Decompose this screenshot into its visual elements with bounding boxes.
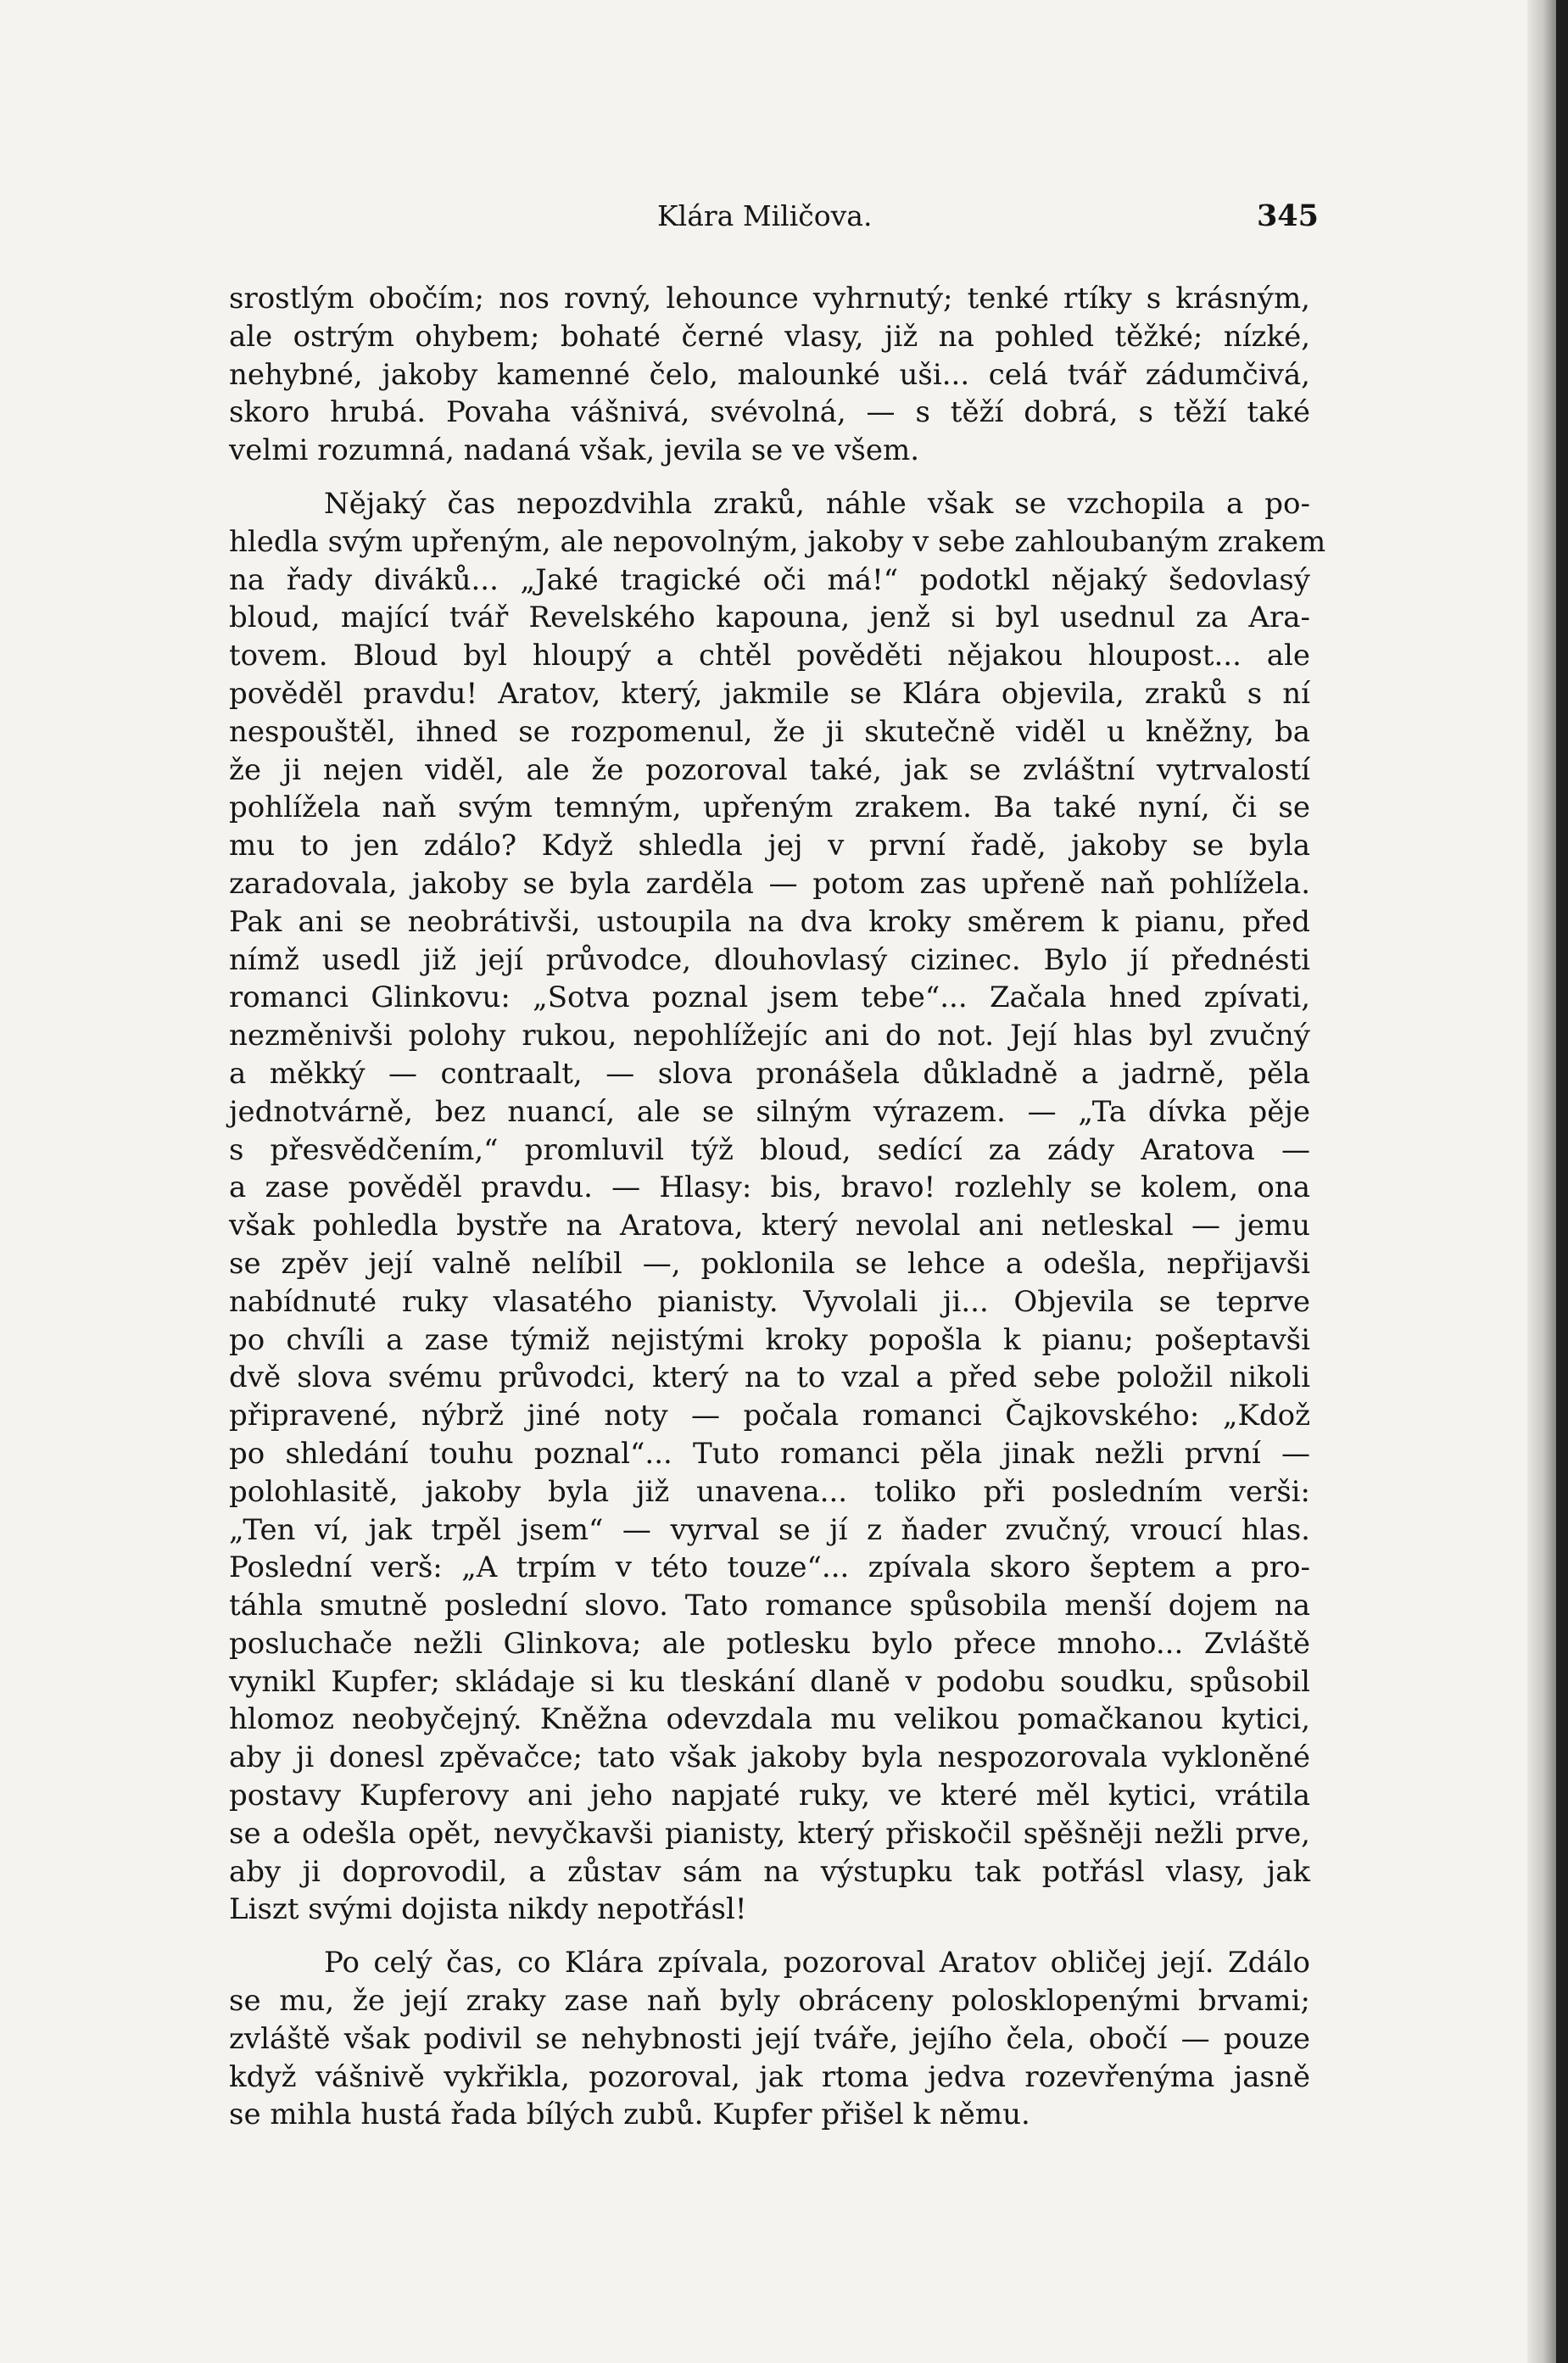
text-line: nezměnivši polohy rukou, nepohlížejíc ani do not. Její hlas byl zvučný: [229, 1019, 1310, 1053]
text-line: aby ji doprovodil, a zůstav sám na výstupku tak potřásl vlasy, jak: [229, 1854, 1310, 1889]
text-line: Liszt svými dojista nikdy nepotřásl!: [229, 1892, 747, 1927]
text-line: skoro hrubá. Povaha vášnivá, svévolná, — s těží dobrá, s těží také: [229, 395, 1310, 430]
text-line: posluchače nežli Glinkova; ale potlesku bylo přece mnoho... Zvláště: [229, 1626, 1310, 1661]
text-line: po shledání touhu poznal“... Tuto romanci pěla jinak nežli první —: [229, 1436, 1310, 1471]
text-line: nímž usedl již její průvodce, dlouhovlasý cizinec. Bylo jí přednésti: [229, 942, 1310, 977]
text-line: Pak ani se neobrátivši, ustoupila na dva kroky směrem k pianu, před: [229, 904, 1310, 939]
text-line: pověděl pravdu! Aratov, který, jakmile se Klára objevila, zraků s ní: [229, 676, 1310, 711]
text-line: bloud, mající tvář Revelského kapouna, jenž si byl usednul za Ara-: [229, 601, 1310, 635]
text-line: se mihla hustá řada bílých zubů. Kupfer přišel k němu.: [229, 2098, 1030, 2132]
text-line: po chvíli a zase týmiž nejistými kroky popošla k pianu; pošeptavši: [229, 1322, 1310, 1357]
text-line: jednotvárně, bez nuancí, ale se silným výrazem. — „Ta dívka pěje: [229, 1094, 1310, 1129]
text-line: však pohledla bystře na Aratova, který nevolal ani netleskal — jemu: [229, 1209, 1310, 1243]
text-line: a měkký — contraalt, — slova pronášela důkladně a jadrně, pěla: [229, 1056, 1310, 1091]
book-page: [229, 191, 1326, 2149]
text-line: postavy Kupferovy ani jeho napjaté ruky, ve které měl kytici, vrátila: [229, 1779, 1310, 1813]
paragraph: [229, 485, 1326, 1929]
text-line: nabídnuté ruky vlasatého pianisty. Vyvolali ji... Objevila se teprve: [229, 1284, 1310, 1319]
text-line: se zpěv její valně nelíbil —, poklonila se lehce a odešla, nepřijavši: [229, 1246, 1310, 1281]
text-line: že ji nejen viděl, ale že pozoroval také, jak se zvláštní vytrvalostí: [229, 752, 1310, 787]
text-line: dvě slova svému průvodci, který na to vzal a před sebe položil nikoli: [229, 1360, 1310, 1395]
text-line: Po celý čas, co Klára zpívala, pozoroval Aratov obličej její. Zdálo: [324, 1946, 1310, 1980]
running-title: Klára Miličova.: [657, 199, 873, 232]
text-line: zaradovala, jakoby se byla zarděla — potom zas upřeně naň pohlížela.: [229, 866, 1310, 901]
text-line: táhla smutně poslední slovo. Tato romance spůsobila menší dojem na: [229, 1589, 1310, 1623]
text-line: když vášnivě vykřikla, pozoroval, jak rtoma jedva rozevřenýma jasně: [229, 2059, 1310, 2094]
text-line: velmi rozumná, nadaná však, jevila se ve všem.: [229, 433, 920, 468]
text-line: ale ostrým ohybem; bohaté černé vlasy, již na pohled těžké; nízké,: [229, 319, 1310, 354]
text-line: pohlížela naň svým temným, upřeným zrakem. Ba také nyní, či se: [229, 790, 1310, 825]
text-line: hledla svým upřeným, ale nepovolným, jakoby v sebe zahloubaným zrakem: [229, 524, 1326, 559]
text-line: nespouštěl, ihned se rozpomenul, že ji skutečně viděl u kněžny, ba: [229, 714, 1310, 749]
text-line: mu to jen zdálo? Když shledla jej v první řadě, jakoby se byla: [229, 829, 1310, 863]
text-line: tovem. Bloud byl hloupý a chtěl pověděti nějakou hloupost... ale: [229, 639, 1310, 673]
text-line: se a odešla opět, nevyčkavši pianisty, který přiskočil spěšněji nežli prve,: [229, 1816, 1310, 1851]
text-line: romanci Glinkovu: „Sotva poznal jsem tebe“... Začala hned zpívati,: [229, 980, 1310, 1015]
text-line: zvláště však podivil se nehybnosti její tváře, jejího čela, obočí — pouze: [229, 2021, 1310, 2056]
page-number: 345: [1256, 198, 1319, 233]
paragraph: [229, 280, 1310, 470]
text-line: hlomoz neobyčejný. Kněžna odevzdala mu velikou pomačkanou kytici,: [229, 1702, 1310, 1737]
running-head: [229, 191, 1319, 242]
text-line: polohlasitě, jakoby byla již unavena... toliko při posledním verši:: [229, 1474, 1310, 1509]
text-line: Poslední verš: „A trpím v této touze“... zpívala skoro šeptem a pro-: [229, 1550, 1310, 1585]
text-line: a zase pověděl pravdu. — Hlasy: bis, bravo! rozlehly se kolem, ona: [229, 1170, 1310, 1205]
text-line: „Ten ví, jak trpěl jsem“ — vyrval se jí z ňader zvučný, vroucí hlas.: [229, 1512, 1310, 1547]
body-text: [229, 280, 1326, 2134]
text-line: připravené, nýbrž jiné noty — počala romanci Čajkovského: „Kdož: [229, 1399, 1310, 1433]
text-line: se mu, že její zraky zase naň byly obráceny polosklopenými brvami;: [229, 1984, 1310, 2019]
text-line: srostlým obočím; nos rovný, lehounce vyhrnutý; tenké rtíky s krásným,: [229, 282, 1310, 316]
text-line: s přesvědčením,“ promluvil týž bloud, sedící za zády Aratova —: [229, 1132, 1310, 1167]
text-line: na řady diváků... „Jaké tragické oči má!“ podotkl nějaký šedovlasý: [229, 562, 1310, 597]
text-line: Nějaký čas nepozdvihla zraků, náhle však se vzchopila a po-: [324, 486, 1310, 521]
page-edge: [1556, 0, 1568, 2363]
text-line: nehybné, jakoby kamenné čelo, malounké uši... celá tvář zádumčivá,: [229, 357, 1310, 392]
text-line: vynikl Kupfer; skládaje si ku tleskání dlaně v podobu soudku, spůsobil: [229, 1664, 1310, 1699]
text-line: aby ji donesl zpěvačce; tato však jakoby byla nespozorovala vykloněné: [229, 1740, 1310, 1775]
paragraph: [229, 1944, 1310, 2134]
